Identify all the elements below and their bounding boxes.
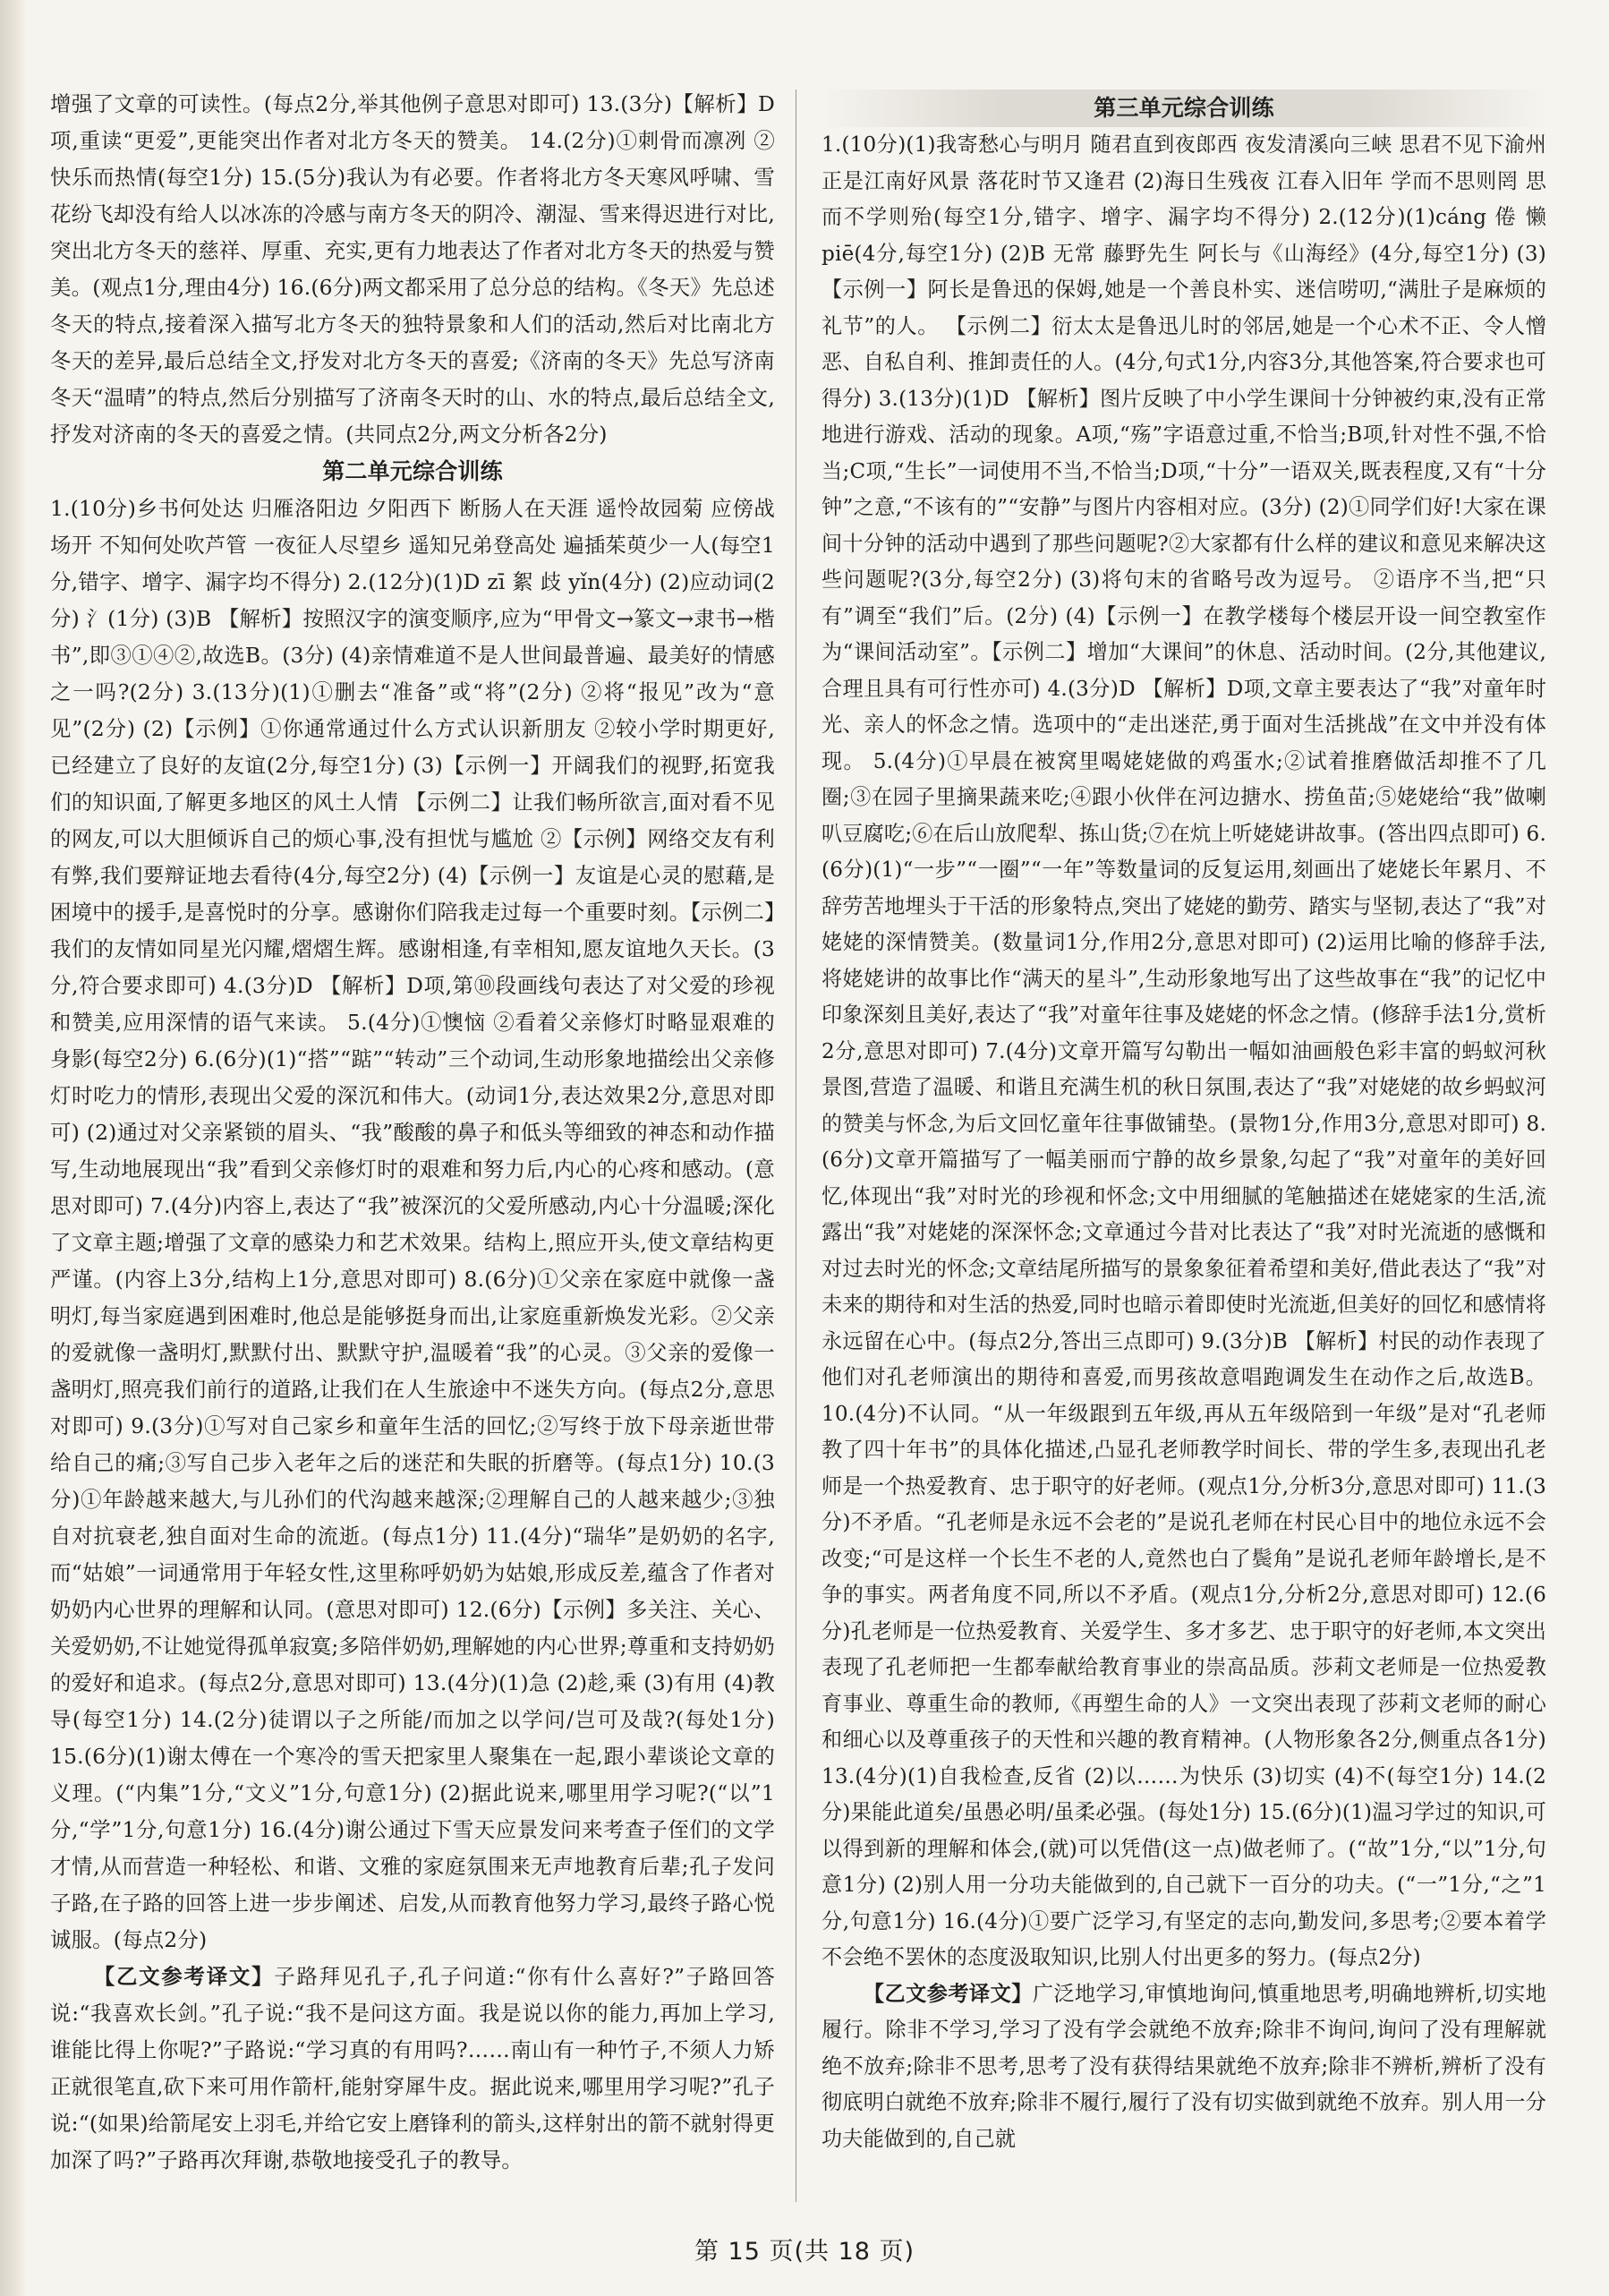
- unit-three-heading: 第三单元综合训练: [822, 90, 1546, 127]
- translation-title: 【乙文参考译文】: [863, 1982, 1033, 2006]
- translation-title: 【乙文参考译文】: [92, 1964, 275, 1989]
- right-column: [822, 90, 1546, 2157]
- unit-three-answers: 1.(10分)(1)我寄愁心与明月 随君直到夜郎西 夜发清溪向三峡 思君不见下渝州 正是江南好风景 落花时节又逢君 (2)海日生残夜 江春入旧年 学而不思则罔 思而不学则殆(每空1分,错字、增字、漏字均不得分) 2.(12分)(1)cáng 倦 懒 piē(4分,每空1分) (2)B 无常 藤野先生 阿长与《山海经》(4分,每空1分) (3)【示例一】阿长是鲁迅的保姆,她是一个善良朴实、迷信唠叨,“满肚子是麻烦的礼节”的人。 【示例二】衍太太是鲁迅儿时的邻居,她是一个心术不正、令人憎恶、自私自利、推卸责任的人。(4分,句式1分,内容3分,其他答案,符合要求也可得分) 3.(13分)(1)D 【解析】图片反映了中小学生课间十分钟被约束,没有正常地进行游戏、活动的现象。A项,“殇”字语意过重,不恰当;B项,针对性不强,不恰当;C项,“生长”一词使用不当,不恰当;D项,“十分”一语双关,既表程度,又有“十分钟”之意,“不该有的”“安静”与图片内容相对应。(3分) (2)①同学们好!大家在课间十分钟的活动中遇到了那些问题呢?②大家都有什么样的建议和意见来解决这些问题呢?(3分,每空2分) (3)将句末的省略号改为逗号。 ②语序不当,把“只有”调至“我们”后。(2分) (4)【示例一】在教学楼每个楼层开设一间空教室作为“课间活动室”。【示例二】增加“大课间”的休息、活动时间。(2分,其他建议,合理且具有可行性亦可) 4.(3分)D 【解析】D项,文章主要表达了“我”对童年时光、亲人的怀念之情。选项中的“走出迷茫,勇于面对生活挑战”在文中并没有体现。 5.(4分)①早晨在被窝里喝姥姥做的鸡蛋水;②试着推磨做活却推不了几圈;③在园子里摘果蔬来吃;④跟小伙伴在河边搪水、捞鱼苗;⑤姥姥给“我”做喇叭豆腐吃;⑥在后山放爬犁、拣山货;⑦在炕上听姥姥讲故事。(答出四点即可) 6.(6分)(1)“一步”“一圈”“一年”等数量词的反复运用,刻画出了姥姥长年累月、不辞劳苦地埋头于干活的形象特点,突出了姥姥的勤劳、踏实与坚韧,表达了“我”对姥姥的深情赞美。(数量词1分,作用2分,意思对即可) (2)运用比喻的修辞手法,将姥姥讲的故事比作“满天的星斗”,生动形象地写出了这些故事在“我”的记忆中印象深刻且美好,表达了“我”对童年往事及姥姥的怀念之情。(修辞手法1分,赏析2分,意思对即可) 7.(4分)文章开篇写勾勒出一幅如油画般色彩丰富的蚂蚁河秋景图,营造了温暖、和谐且充满生机的秋日氛围,表达了“我”对姥姥的故乡蚂蚁河的赞美与怀念,为后文回忆童年往事做铺垫。(景物1分,作用3分,意思对即可) 8.(6分)文章开篇描写了一幅美丽而宁静的故乡景象,勾起了“我”对童年的美好回忆,体现出“我”对时光的珍视和怀念;文中用细腻的笔触描述在姥姥家的生活,流露出“我”对姥姥的深深怀念;文章通过今昔对比表达了“我”对时光流逝的感慨和对过去时光的怀念;文章结尾所描写的景象象征着希望和美好,借此表达了“我”对未来的期待和对生活的热爱,同时也暗示着即使时光流逝,但美好的回忆和感情将永远留在心中。(每点2分,答出三点即可) 9.(3分)B 【解析】村民的动作表现了他们对孔老师演出的期待和喜爱,而男孩故意唱跑调发生在动作之后,故选B。 10.(4分)不认同。“从一年级跟到五年级,再从五年级陪到一年级”是对“孔老师教了四十年书”的具体化描述,凸显孔老师教学时间长、带的学生多,表现出孔老师是一个热爱教育、忠于职守的好老师。(观点1分,分析3分,意思对即可) 11.(3分)不矛盾。“孔老师是永远不会老的”是说孔老师在村民心目中的地位永远不会改变;“可是这样一个长生不老的人,竟然也白了鬓角”是说孔老师年龄增长,是不争的事实。两者角度不同,所以不矛盾。(观点1分,分析2分,意思对即可) 12.(6分)孔老师是一位热爱教育、关爱学生、多才多艺、忠于职守的好老师,本文突出表现了孔老师把一生都奉献给教育事业的崇高品质。莎莉文老师是一位热爱教育事业、尊重生命的教师,《再塑生命的人》一文突出表现了莎莉文老师的耐心和细心以及尊重孩子的天性和兴趣的教育精神。(人物形象各2分,侧重点各1分) 13.(4分)(1)自我检查,反省 (2)以……为快乐 (3)切实 (4)不(每空1分) 14.(2分)果能此道矣/虽愚必明/虽柔必强。(每处1分) 15.(6分)(1)温习学过的知识,可以得到新的理解和体会,(就)可以凭借(这一点)做老师了。(“故”1分,“以”1分,句意1分) (2)别人用一分功夫能做到的,自己就下一百分的功夫。(“一”1分,“之”1分,句意1分) 16.(4分)①要广泛学习,有坚定的志向,勤发问,多思考;②要本着学不会绝不罢休的态度汲取知识,比别人付出更多的努力。(每点2分): [822, 133, 1546, 1969]
- page-number: 第 15 页(共 18 页): [694, 2238, 915, 2266]
- page-binding-shadow: [0, 0, 27, 2296]
- unit-two-heading: 第二单元综合训练: [322, 458, 503, 484]
- translation-text: 子路拜见孔子,孔子问道:“你有什么喜好?”子路回答说:“我喜欢长剑。”孔子说:“我不是问这方面。我是说以你的能力,再加上学习,谁能比得上你呢?”子路说:“学习真的有用吗?……南山有一种竹子,不须人力矫正就很笔直,砍下来可用作箭杆,能射穿犀牛皮。据此说来,哪里用学习呢?”孔子说:“(如果)给箭尾安上羽毛,并给它安上磨锋利的箭头,这样射出的箭不就射得更加深了吗?”子路再次拜谢,恭敬地接受孔子的教导。: [50, 1964, 775, 2172]
- unit-three-translation: [822, 1976, 1546, 2158]
- unit-two-translation: [50, 1959, 775, 2179]
- unit-one-answers-tail: 增强了文章的可读性。(每点2分,举其他例子意思对即可) 13.(3分)【解析】D项,重读“更爱”,更能突出作者对北方冬天的赞美。 14.(2分)①刺骨而凛冽 ②快乐而热情(每空1分) 15.(5分)我认为有必要。作者将北方冬天寒风呼啸、雪花纷飞却没有给人以冰冻的冷感与南方冬天的阴冷、潮湿、雪来得迟进行对比,突出北方冬天的慈祥、厚重、充实,更有力地表达了作者对北方冬天的热爱与赞美。(观点1分,理由4分) 16.(6分)两文都采用了总分总的结构。《冬天》先总述冬天的特点,接着深入描写北方冬天的独特景象和人们的活动,然后对比南北方冬天的差异,最后总结全文,抒发对北方冬天的喜爱;《济南的冬天》先总写济南冬天“温晴”的特点,然后分别描写了济南冬天时的山、水的特点,最后总结全文,抒发对济南的冬天的喜爱之情。(共同点2分,两文分析各2分): [50, 91, 775, 447]
- left-column: [50, 86, 775, 2179]
- unit-two-answers: 1.(10分)乡书何处达 归雁洛阳边 夕阳西下 断肠人在天涯 遥怜故园菊 应傍战场开 不知何处吹芦管 一夜征人尽望乡 遥知兄弟登高处 遍插茱萸少一人(每空1分,错字、增字、漏字均不得分) 2.(12分)(1)D zī 絮 歧 yǐn(4分) (2)应动词(2分) 氵(1分) (3)B 【解析】按照汉字的演变顺序,应为“甲骨文→篆文→隶书→楷书”,即③①④②,故选B。(3分) (4)亲情难道不是人世间最普遍、最美好的情感之一吗?(2分) 3.(13分)(1)①删去“准备”或“将”(2分) ②将“报见”改为“意见”(2分) (2)【示例】①你通常通过什么方式认识新朋友 ②较小学时期更好,已经建立了良好的友谊(2分,每空1分) (3)【示例一】开阔我们的视野,拓宽我们的知识面,了解更多地区的风土人情 【示例二】让我们畅所欲言,面对看不见的网友,可以大胆倾诉自己的烦心事,没有担忧与尴尬 ②【示例】网络交友有利有弊,我们要辩证地去看待(4分,每空2分) (4)【示例一】友谊是心灵的慰藉,是困境中的援手,是喜悦时的分享。感谢你们陪我走过每一个重要时刻。【示例二】我们的友情如同星光闪耀,熠熠生辉。感谢相逢,有幸相知,愿友谊地久天长。(3分,符合要求即可) 4.(3分)D 【解析】D项,第⑩段画线句表达了对父爱的珍视和赞美,应用深情的语气来读。 5.(4分)①懊恼 ②看着父亲修灯时略显艰难的身影(每空2分) 6.(6分)(1)“搭”“踮”“转动”三个动词,生动形象地描绘出父亲修灯时吃力的情形,表现出父爱的深沉和伟大。(动词1分,表达效果2分,意思对即可) (2)通过对父亲紧锁的眉头、“我”酸酸的鼻子和低头等细致的神态和动作描写,生动地展现出“我”看到父亲修灯时的艰难和努力后,内心的心疼和感动。(意思对即可) 7.(4分)内容上,表达了“我”被深沉的父爱所感动,内心十分温暖;深化了文章主题;增强了文章的感染力和艺术效果。结构上,照应开头,使文章结构更严谨。(内容上3分,结构上1分,意思对即可) 8.(6分)①父亲在家庭中就像一盏明灯,每当家庭遇到困难时,他总是能够挺身而出,让家庭重新焕发光彩。②父亲的爱就像一盏明灯,默默付出、默默守护,温暖着“我”的心灵。③父亲的爱像一盏明灯,照亮我们前行的道路,让我们在人生旅途中不迷失方向。(每点2分,意思对即可) 9.(3分)①写对自己家乡和童年生活的回忆;②写终于放下母亲逝世带给自己的痛;③写自己步入老年之后的迷茫和失眠的折磨等。(每点1分) 10.(3分)①年龄越来越大,与儿孙们的代沟越来越深;②理解自己的人越来越少;③独自对抗衰老,独自面对生命的流逝。(每点1分) 11.(4分)“瑞华”是奶奶的名字,而“姑娘”一词通常用于年轻女性,这里称呼奶奶为姑娘,形成反差,蕴含了作者对奶奶内心世界的理解和认同。(意思对即可) 12.(6分)【示例】多关注、关心、关爱奶奶,不让她觉得孤单寂寞;多陪伴奶奶,理解她的内心世界;尊重和支持奶奶的爱好和追求。(每点2分,意思对即可) 13.(4分)(1)急 (2)趁,乘 (3)有用 (4)教导(每空1分) 14.(2分)徒谓以子之所能/而加之以学问/岂可及哉?(每处1分) 15.(6分)(1)谢太傅在一个寒冷的雪天把家里人聚集在一起,跟小辈谈论文章的义理。(“内集”1分,“文义”1分,句意1分) (2)据此说来,哪里用学习呢?(“以”1分,“学”1分,句意1分) 16.(4分)谢公通过下雪天应景发问来考查子侄们的文学才情,从而营造一种轻松、和谐、文雅的家庭氛围来无声地教育后辈;孔子发问子路,在子路的回答上进一步步阐述、启发,从而教育他努力学习,最终子路心悦诚服。(每点2分): [50, 496, 775, 1952]
- translation-text: 广泛地学习,审慎地询问,慎重地思考,明确地辨析,切实地履行。除非不学习,学习了没有学会就绝不放弃;除非不询问,询问了没有理解就绝不放弃;除非不思考,思考了没有获得结果就绝不放弃;除非不辨析,辨析了没有彻底明白就绝不放弃;除非不履行,履行了没有切实做到就绝不放弃。别人用一分功夫能做到的,自己就: [822, 1982, 1546, 2151]
